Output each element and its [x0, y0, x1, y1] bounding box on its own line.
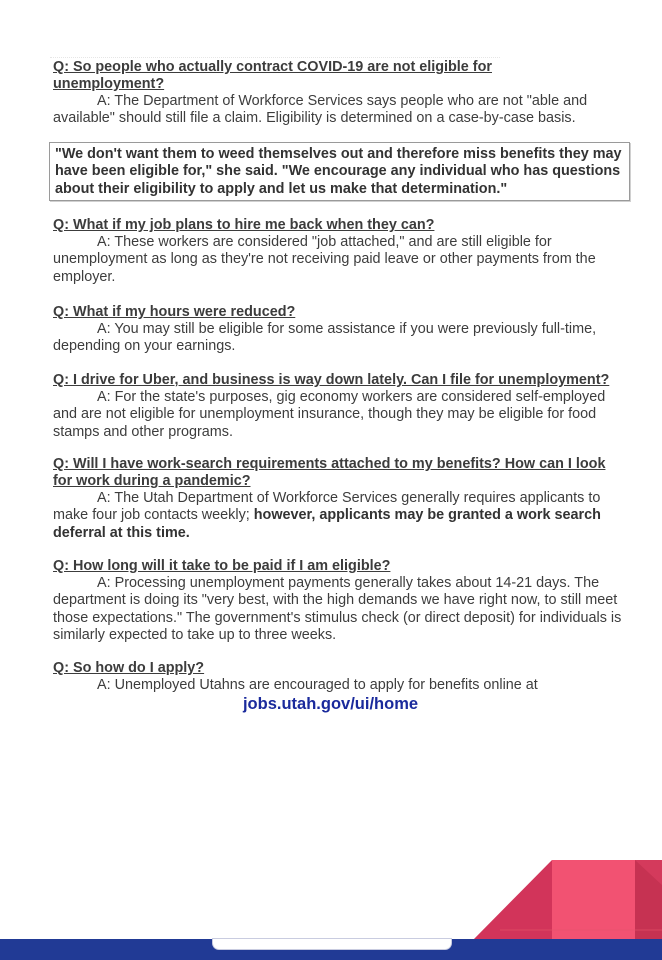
apply-link[interactable]: jobs.utah.gov/ui/home: [242, 695, 419, 714]
faq-question: Q: What if my hours were reduced?: [53, 304, 296, 320]
faq-answer: A: You may still be eligible for some assistance if you were previously full-time, depending on your earnings.: [53, 321, 597, 355]
pink-block-shape: [552, 860, 635, 940]
faq-question: Q: I drive for Uber, and business is way down lately. Can I file for unemployment?: [53, 372, 610, 388]
red-ramp-shape: [473, 860, 552, 940]
faq-question: Q: Will I have work-search requirements attached to my benefits? How can I look for work during a pandemic?: [53, 456, 606, 489]
faq-answer: A: For the state's purposes, gig economy workers are considered self-employed and are not eligible for unemployment insurance, though they may be eligible for food stamps and other programs.: [53, 389, 606, 440]
scroll-handle-pill[interactable]: [213, 939, 451, 949]
faq-answer: A: Processing unemployment payments generally takes about 14-21 days. The department is doing its "very best, with the high demands we have right now, to still meet those expectations." The government's stimulus check (or direct deposit) for individuals is similarly expected to take up to three weeks.: [53, 575, 622, 644]
faq-answer-bold: however, applicants may be granted a work search deferral at this time.: [53, 507, 601, 541]
faq-question: Q: How long will it take to be paid if I am eligible?: [53, 558, 391, 574]
faq-answer: A: These workers are considered "job attached," and are still eligible for unemployment as long as they're not receiving paid leave or other payments from the employer.: [53, 234, 596, 285]
quote-text: "We don't want them to weed themselves out and therefore miss benefits they may have been eligible for," she said. "We encourage any individual who has questions about their eligibility to apply and let us make that determination.": [55, 146, 622, 197]
faq-answer: A: Unemployed Utahns are encouraged to apply for benefits online at: [97, 677, 538, 693]
faq-answer: A: The Department of Workforce Services says people who are not "able and available" should still file a claim. Eligibility is determined on a case-by-case basis.: [53, 93, 588, 127]
faq-question: Q: So people who actually contract COVID-19 are not eligible for unemployment?: [53, 59, 492, 92]
faq-question: Q: So how do I apply?: [53, 660, 205, 676]
faq-question: Q: What if my job plans to hire me back when they can?: [53, 217, 435, 233]
faq-answer: A: The Utah Department of Workforce Services generally requires applicants to make four job contacts weekly; however, applicants may be granted a work search deferral at this time.: [53, 490, 601, 541]
